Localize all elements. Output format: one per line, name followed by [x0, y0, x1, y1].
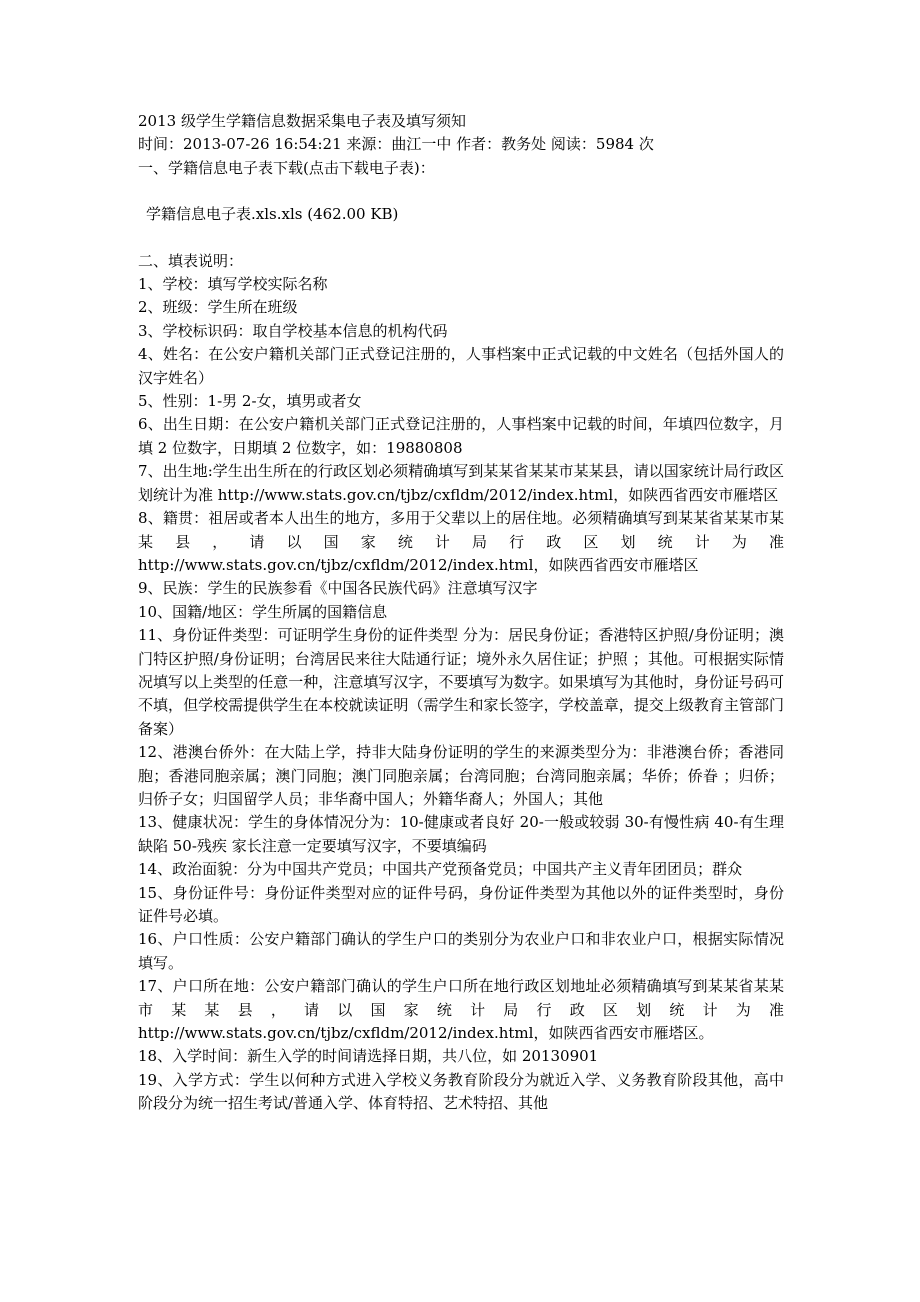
instruction-item-7: 7、出生地:学生出生所在的行政区划必须精确填写到某某省某某市某某县，请以国家统计局行政区划统计为准 http://www.stats.gov.cn/tjbz/cxfldm/2012/index.html，如陕西省西安市雁塔区	[138, 462, 784, 504]
download-link[interactable]: 学籍信息电子表.xls.xls (462.00 KB)	[146, 205, 399, 224]
instruction-item-6: 6、出生日期：在公安户籍机关部门正式登记注册的，人事档案中记载的时间，年填四位数字，月填 2 位数字，日期填 2 位数字，如：19880808	[138, 415, 784, 457]
instruction-item-16: 16、户口性质：公安户籍部门确认的学生户口的类别分为农业户口和非农业户口，根据实际情况填写。	[138, 930, 784, 972]
instruction-item-15: 15、身份证件号：身份证件类型对应的证件号码，身份证件类型为其他以外的证件类型时，身份证件号必填。	[138, 883, 784, 925]
document-title: 2013 级学生学籍信息数据采集电子表及填写须知	[138, 112, 466, 130]
instruction-item-4: 4、姓名：在公安户籍机关部门正式登记注册的，人事档案中正式记载的中文姓名（包括外国人的汉字姓名）	[138, 345, 784, 387]
document-meta: 时间：2013-07-26 16:54:21 来源：曲江一中 作者：教务处 阅读：5984 次	[138, 135, 654, 154]
instruction-item-10: 10、国籍/地区：学生所属的国籍信息	[138, 602, 388, 621]
instruction-item-11: 11、身份证件类型：可证明学生身份的证件类型 分为：居民身份证；香港特区护照/身份证明；澳门特区护照/身份证明；台湾居民来往大陆通行证；境外永久居住证；护照 ；其他。可根据实际情况填写以上类型的任意一种，注意填写汉字，不要填写为数字。如果填写为其他时，身份证号码可不填，但学校需提供学生在本校就读证明（需学生和家长签字，学校盖章，提交上级教育主管部门备案）	[138, 626, 784, 738]
instruction-item-3: 3、学校标识码：取自学校基本信息的机构代码	[138, 321, 448, 340]
instruction-item-2: 2、班级：学生所在班级	[138, 298, 298, 317]
instruction-item-14: 14、政治面貌：分为中国共产党员；中国共产党预备党员；中国共产主义青年团团员；群众	[138, 860, 743, 879]
instruction-item-1: 1、学校：填写学校实际名称	[138, 275, 328, 294]
instruction-item-5: 5、性别：1-男 2-女，填男或者女	[138, 392, 362, 411]
document-page	[138, 110, 784, 1116]
section-instructions-heading: 二、填表说明：	[138, 251, 244, 270]
instruction-item-12: 12、港澳台侨外：在大陆上学，持非大陆身份证明的学生的来源类型分为：非港澳台侨；香港同胞；香港同胞亲属；澳门同胞；澳门同胞亲属；台湾同胞；台湾同胞亲属；华侨；侨眷 ；归侨；归侨子女；归国留学人员；非华裔中国人；外籍华裔人；外国人；其他	[138, 743, 784, 808]
instruction-item-18: 18、入学时间：新生入学的时间请选择日期，共八位，如 20130901	[138, 1047, 599, 1066]
instruction-item-8: 8、籍贯：祖居或者本人出生的地方，多用于父辈以上的居住地。必须精确填写到某某省某某市某某县，请以国家统计局行政区划统计为准 http://www.stats.gov.cn/tjbz/cxfldm/2012/index.html，如陕西省西安市雁塔区	[138, 509, 784, 574]
instruction-item-17: 17、户口所在地：公安户籍部门确认的学生户口所在地行政区划地址必须精确填写到某某省某某市某某县，请以国家统计局行政区划统计为准 http://www.stats.gov.cn/tjbz/cxfldm/2012/index.html，如陕西省西安市雁塔区。	[138, 977, 784, 1043]
section-download-heading: 一、学籍信息电子表下载(点击下载电子表)：	[138, 158, 435, 177]
instruction-item-9: 9、民族：学生的民族参看《中国各民族代码》注意填写汉字	[138, 579, 538, 598]
instruction-item-19: 19、入学方式：学生以何种方式进入学校义务教育阶段分为就近入学、义务教育阶段其他，高中阶段分为统一招生考试/普通入学、体育特招、艺术特招、其他	[138, 1070, 784, 1113]
instruction-item-13: 13、健康状况：学生的身体情况分为：10-健康或者良好 20-一般或较弱 30-有慢性病 40-有生理缺陷 50-残疾 家长注意一定要填写汉字，不要填编码	[138, 813, 784, 855]
